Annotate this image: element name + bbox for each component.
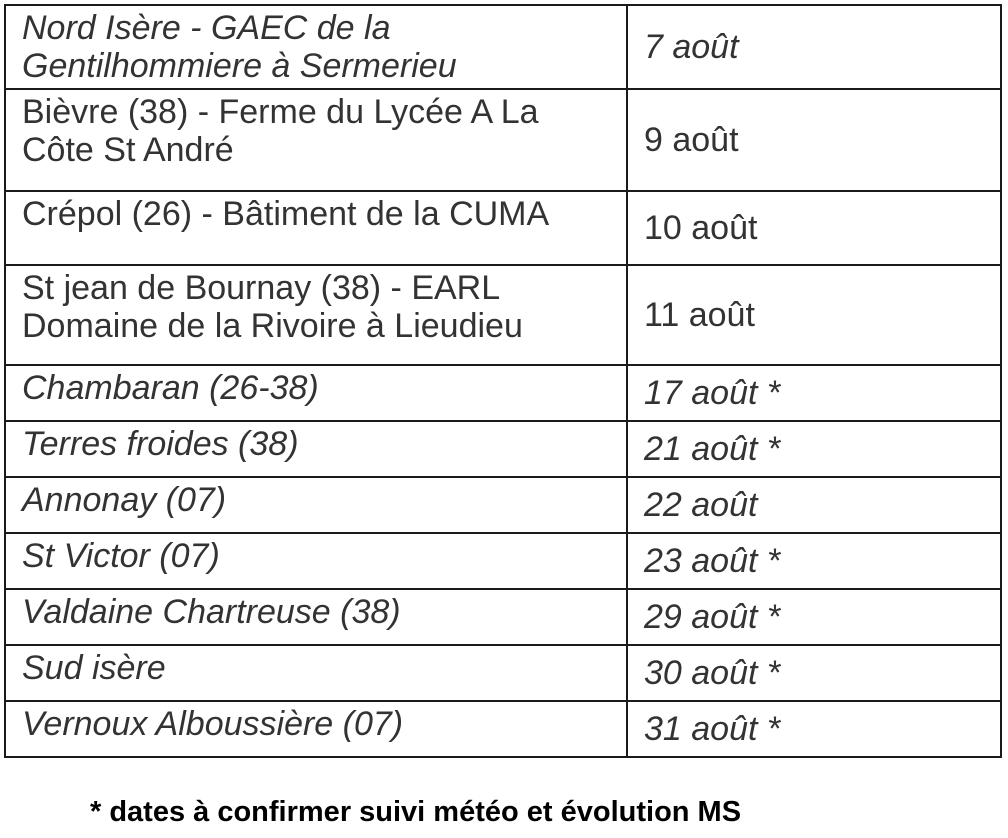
table-row — [5, 477, 1001, 533]
location-cell: Terres froides (38) — [5, 421, 627, 477]
location-cell: Nord Isère - GAEC de la Gentilhommiere à Sermerieu — [5, 5, 627, 89]
date-cell: 11 août — [627, 265, 1001, 365]
location-cell: Sud isère — [5, 645, 627, 701]
table-row — [5, 701, 1001, 757]
date-cell: 22 août — [627, 477, 1001, 533]
date-cell: 7 août — [627, 5, 1001, 89]
location-cell: Bièvre (38) - Ferme du Lycée A La Côte St André — [5, 89, 627, 191]
location-cell: Vernoux Alboussière (07) — [5, 701, 627, 757]
table-row — [5, 5, 1001, 89]
footnote: * dates à confirmer suivi météo et évolution MS — [90, 796, 742, 828]
table-row — [5, 589, 1001, 645]
location-cell: Valdaine Chartreuse (38) — [5, 589, 627, 645]
table-row — [5, 265, 1001, 365]
location-cell: St jean de Bournay (38) - EARL Domaine de la Rivoire à Lieudieu — [5, 265, 627, 365]
events-table — [4, 4, 1002, 758]
date-cell: 17 août * — [627, 365, 1001, 421]
table-row — [5, 191, 1001, 265]
date-cell: 10 août — [627, 191, 1001, 265]
table-row — [5, 645, 1001, 701]
location-cell: Chambaran (26-38) — [5, 365, 627, 421]
location-cell: St Victor (07) — [5, 533, 627, 589]
date-cell: 29 août * — [627, 589, 1001, 645]
date-cell: 21 août * — [627, 421, 1001, 477]
table-row — [5, 365, 1001, 421]
date-cell: 9 août — [627, 89, 1001, 191]
table-row — [5, 421, 1001, 477]
table-row — [5, 89, 1001, 191]
date-cell: 30 août * — [627, 645, 1001, 701]
date-cell: 31 août * — [627, 701, 1001, 757]
location-cell: Annonay (07) — [5, 477, 627, 533]
location-cell: Crépol (26) - Bâtiment de la CUMA — [5, 191, 627, 265]
table-row — [5, 533, 1001, 589]
date-cell: 23 août * — [627, 533, 1001, 589]
